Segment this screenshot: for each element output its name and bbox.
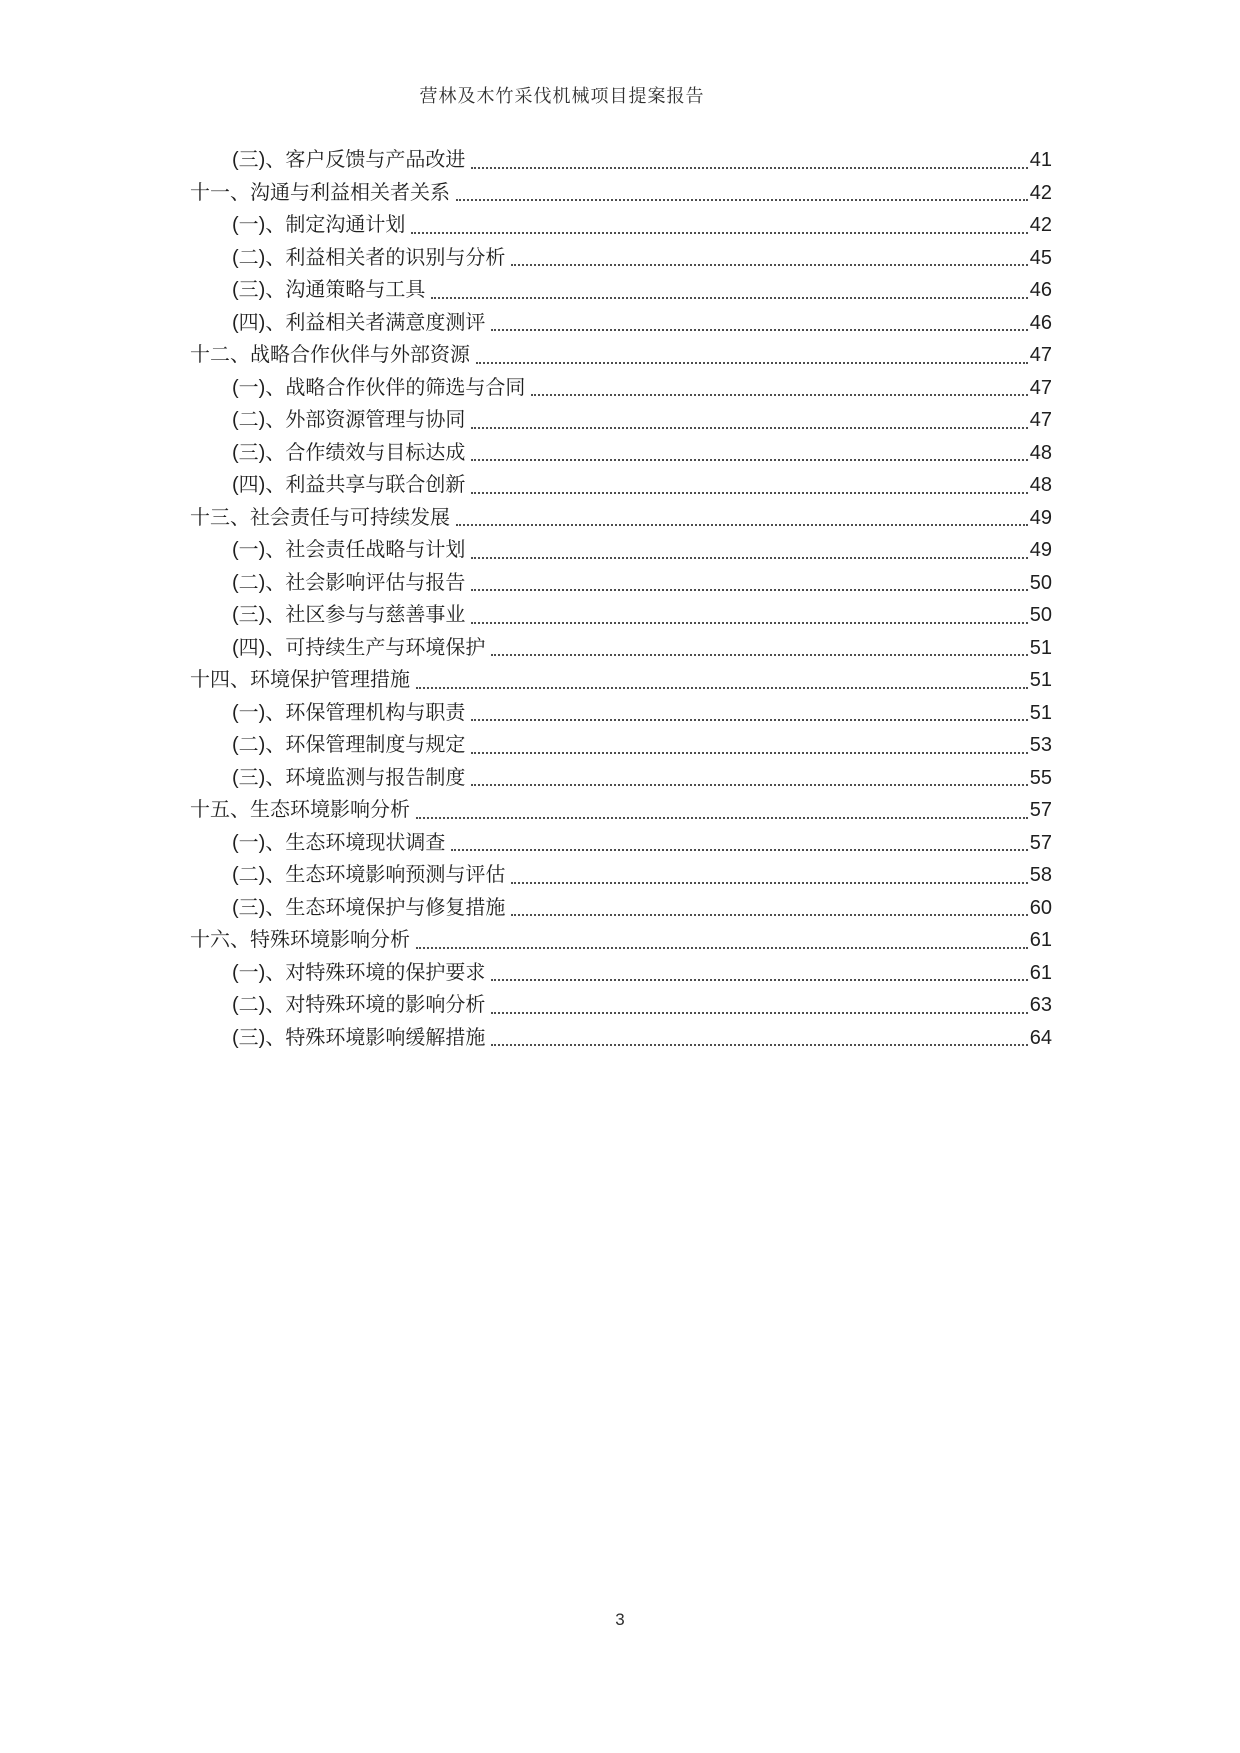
toc-page-number: 47 — [1029, 409, 1052, 431]
toc-page-number: 50 — [1029, 571, 1052, 594]
toc-entry-label: (三)、合作绩效与目标达成 — [232, 441, 466, 464]
toc-entry — [190, 632, 1052, 665]
toc-entry — [190, 144, 1052, 177]
toc-entry — [190, 502, 1052, 535]
toc-entry-label: (一)、战略合作伙伴的筛选与合同 — [232, 376, 526, 399]
toc-entry — [190, 437, 1052, 470]
toc-entry — [190, 827, 1052, 860]
toc-entry-label: (二)、对特殊环境的影响分析 — [232, 994, 486, 1016]
toc-page-number: 48 — [1029, 474, 1052, 496]
toc-entry-label: (三)、特殊环境影响缓解措施 — [232, 1026, 486, 1049]
toc-entry — [190, 469, 1052, 502]
toc-leader-dots — [471, 752, 1027, 754]
toc-leader-dots — [471, 167, 1027, 169]
toc-page-number: 48 — [1029, 441, 1052, 464]
toc-page-number: 50 — [1029, 604, 1052, 626]
toc-entry-label: (一)、环保管理机构与职责 — [232, 701, 466, 724]
toc-leader-dots — [531, 394, 1027, 396]
toc-page-number: 45 — [1029, 246, 1052, 269]
toc-entry — [190, 762, 1052, 795]
toc-entry-label: (四)、可持续生产与环境保护 — [232, 636, 486, 659]
toc-entry-label: (三)、客户反馈与产品改进 — [232, 149, 466, 171]
toc-entry — [190, 567, 1052, 600]
toc-leader-dots — [471, 557, 1027, 559]
toc-entry-label: (一)、社会责任战略与计划 — [232, 539, 466, 561]
toc-entry-label: 十五、生态环境影响分析 — [190, 799, 410, 821]
toc-entry — [190, 729, 1052, 762]
toc-entry-label: (二)、生态环境影响预测与评估 — [232, 864, 506, 886]
toc-page-number: 51 — [1029, 636, 1052, 659]
toc-entry-label: 十三、社会责任与可持续发展 — [190, 506, 450, 529]
toc-leader-dots — [451, 849, 1027, 851]
toc-entry — [190, 372, 1052, 405]
toc-page-number: 42 — [1029, 181, 1052, 204]
toc-entry-label: (二)、环保管理制度与规定 — [232, 734, 466, 756]
toc-entry-label: (一)、生态环境现状调查 — [232, 831, 446, 854]
toc-page-number: 46 — [1029, 279, 1052, 301]
toc-leader-dots — [491, 329, 1027, 331]
toc-entry — [190, 892, 1052, 925]
toc-leader-dots — [491, 1044, 1027, 1046]
toc-leader-dots — [471, 589, 1027, 591]
toc-page-number: 55 — [1029, 766, 1052, 789]
toc-page-number: 47 — [1029, 376, 1052, 399]
toc-leader-dots — [471, 459, 1027, 461]
toc-entry — [190, 404, 1052, 437]
toc-entry — [190, 209, 1052, 242]
toc-leader-dots — [471, 719, 1027, 721]
toc-leader-dots — [491, 979, 1027, 981]
toc-leader-dots — [491, 654, 1027, 656]
toc-entry-label: 十四、环境保护管理措施 — [190, 669, 410, 691]
toc-page-number: 57 — [1029, 799, 1052, 821]
toc-entry-label: (一)、制定沟通计划 — [232, 214, 406, 236]
toc-entry-label: (三)、沟通策略与工具 — [232, 279, 426, 301]
toc-leader-dots — [416, 947, 1028, 949]
toc-leader-dots — [511, 882, 1027, 884]
toc-leader-dots — [456, 524, 1028, 526]
toc-leader-dots — [491, 1012, 1027, 1014]
toc-page-number: 51 — [1029, 669, 1052, 691]
toc-page-number: 58 — [1029, 864, 1052, 886]
toc-page-number: 53 — [1029, 734, 1052, 756]
toc-leader-dots — [471, 622, 1027, 624]
toc-entry — [190, 989, 1052, 1022]
toc-entry — [190, 664, 1052, 697]
toc-entry — [190, 859, 1052, 892]
toc-entry — [190, 794, 1052, 827]
toc-page-number: 63 — [1029, 994, 1052, 1016]
toc-leader-dots — [511, 914, 1027, 916]
toc-entry-label: (三)、社区参与与慈善事业 — [232, 604, 466, 626]
page-number-footer: 3 — [615, 1610, 625, 1629]
toc-page-number: 61 — [1029, 961, 1052, 984]
toc-leader-dots — [416, 687, 1028, 689]
toc-page-number: 51 — [1029, 701, 1052, 724]
toc-entry-label: (一)、对特殊环境的保护要求 — [232, 961, 486, 984]
toc-entry — [190, 242, 1052, 275]
toc-page-number: 61 — [1029, 929, 1052, 951]
toc-entry — [190, 599, 1052, 632]
toc-page-number: 57 — [1029, 831, 1052, 854]
toc-entry — [190, 957, 1052, 990]
toc-leader-dots — [511, 264, 1027, 266]
toc-list — [190, 144, 1052, 1054]
toc-entry-label: (三)、生态环境保护与修复措施 — [232, 896, 506, 919]
toc-page-number: 42 — [1029, 214, 1052, 236]
toc-entry-label: (二)、利益相关者的识别与分析 — [232, 246, 506, 269]
toc-entry — [190, 307, 1052, 340]
toc-entry-label: (二)、社会影响评估与报告 — [232, 571, 466, 594]
toc-page-number: 47 — [1029, 344, 1052, 366]
toc-entry — [190, 177, 1052, 210]
toc-entry — [190, 924, 1052, 957]
toc-leader-dots — [411, 232, 1027, 234]
toc-page-number: 46 — [1029, 311, 1052, 334]
toc-leader-dots — [471, 784, 1027, 786]
toc-entry-label: (二)、外部资源管理与协同 — [232, 409, 466, 431]
toc-page-number: 49 — [1029, 506, 1052, 529]
toc-leader-dots — [471, 427, 1027, 429]
toc-entry-label: (三)、环境监测与报告制度 — [232, 766, 466, 789]
toc-entry-label: (四)、利益共享与联合创新 — [232, 474, 466, 496]
toc-leader-dots — [456, 199, 1028, 201]
toc-entry — [190, 534, 1052, 567]
toc-entry — [190, 697, 1052, 730]
toc-entry — [190, 1022, 1052, 1055]
toc-leader-dots — [471, 492, 1027, 494]
toc-page-number: 60 — [1029, 896, 1052, 919]
toc-entry — [190, 339, 1052, 372]
toc-page-number: 64 — [1029, 1026, 1052, 1049]
toc-leader-dots — [476, 362, 1028, 364]
toc-entry-label: (四)、利益相关者满意度测评 — [232, 311, 486, 334]
document-header-title: 营林及木竹采伐机械项目提案报告 — [419, 86, 705, 106]
toc-leader-dots — [431, 297, 1027, 299]
toc-page-number: 49 — [1029, 539, 1052, 561]
toc-entry-label: 十二、战略合作伙伴与外部资源 — [190, 344, 470, 366]
toc-entry-label: 十六、特殊环境影响分析 — [190, 929, 410, 951]
toc-page-number: 41 — [1029, 149, 1052, 171]
toc-entry — [190, 274, 1052, 307]
toc-leader-dots — [416, 817, 1028, 819]
toc-entry-label: 十一、沟通与利益相关者关系 — [190, 181, 450, 204]
